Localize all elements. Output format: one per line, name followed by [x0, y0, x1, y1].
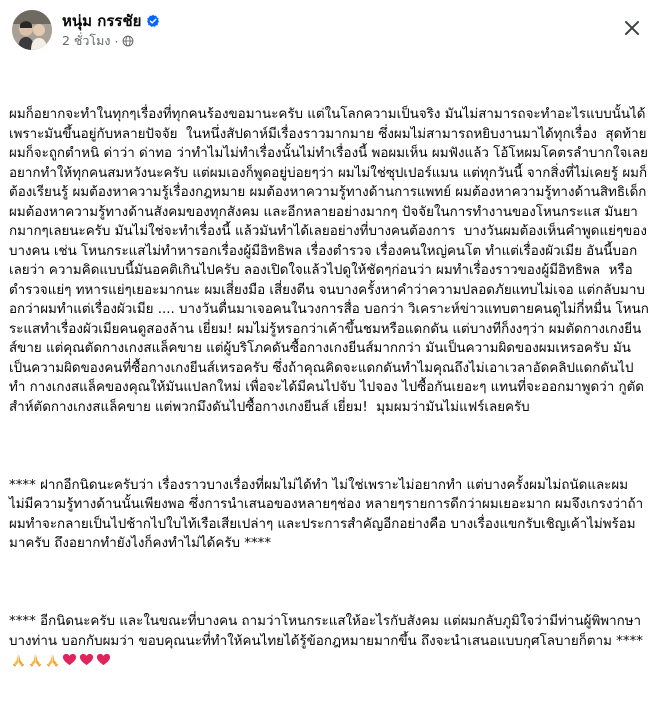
pray-icon: [45, 652, 60, 667]
red-heart-icon: [62, 652, 77, 667]
post-paragraph: ผมก็อยากจะทำในทุกๆเรื่องที่ทุกคนร้องขอมานะครับ แต่ในโลกความเป็นจริง มันไม่สามารถจะทำอะไรแบบนั้นได้ เพราะมันขึ้นอยู่กับหลายปัจจัย ในหนึ่งสัปดาห์มีเรื่องราวมากมาย ซึ่งผมไม่สามารถหยิบงานมาได้ทุกเรื่อง สุดท้ายผมก็จะถูกตำหนิ ด่าว่า ด่าทอ ว่าทำไมไม่ทำเรื่องนั้นไม่ทำเรื่องนี้ พอผมเห็น ผมฟังแล้ว โอ้โหผมโคตรลำบากใจเลย อยากทำให้ทุกคนสมหวังนะครับ แต่ผมเองก็พูดอยู่บ่อยๆว่า ผมไม่ใช่ซุปเปอร์แมน แต่ทุกวันนี้ จากสิ่งที่ไม่เคยรู้ ผมก็ต้องเรียนรู้ ผมต้องหาความรู้เรื่องกฎหมาย ผมต้องหาความรู้ทางด้านการแพทย์ ผมต้องหาความรู้ทางด้านสิทธิเด็ก ผมต้องหาความรู้ทางด้านสังคมของทุกสังคม และอีกหลายอย่างมากๆ ปัจจัยในการทำงานของโหนกระแส มันยากมากๆเลยนะครับ มันไม่ใช่จะทำเรื่องนี้ แล้วมันทำได้เลยอย่างที่บางคนต้องการ บางวันผมต้องเห็นคำพูดแย่ๆของบางคน เช่น โหนกระแสไม่ทำหารอกเรื่องผู้มีอิทธิพล เรื่องตำรวจ เรื่องคนใหญ่คนโต ทำแต่เรื่องผัวเมีย อันนี้บอกเลยว่า ความคิดแบบนี้มันอคติเกินไปครับ ลองเปิดใจแล้วไปดูให้ชัดๆก่อนว่า ผมทำเรื่องราวของผู้มีอิทธิพล หรือตำรวจแย่ๆ ทหารแย่ๆเยอะมากนะ ผมเสี่ยงมือ เสี่ยงตีน จนบางครั้งหาคำว่าความปลอดภัยแทบไม่เจอ แต่กลับมาบอกว่าผมทำแต่เรื่องผัวเมีย .... บางวันตื่นมาเจอคนในวงการสื่อ บอกว่า วิเคราะห์ข่าวแทบตายคนดูไม่กี่หมื่น โหนกระแสทำเรื่องผัวเมียคนดูสองล้าน เยี่ยม! ผมไม่รู้หรอกว่าเค้าขึ้นชมหรือแดกดัน แต่บางทีก็งงๆว่า ผมตัดกางเกงยีนส์ขาย แต่คุณตัดกางเกงสแล็คขาย แต่ผู้บริโภคดันซื้อกางเกงยีนส์มากกว่า มันเป็นความผิดของผมเหรอครับ มันเป็นความผิดของคนที่ซื้อกางเกงยีนส์เหรอครับ ซึ่งถ้าคุณคิดจะแดกดันทำไมคุณถึงไม่เอาเวลาอัดคลิปแดกดันไปทำ กางเกงสแล็คของคุณให้มันแปลกใหม่ เพื่อจะได้มีคนไปจับ ไปจอง ไปซื้อกันเยอะๆ แทนที่จะออกมาพูดว่า กูตัดสำห์ตัดกางเกงสแล็คขาย แต่พวกมึงดันไปซื้อกางเกงยีนส์ เยี่ยม! มุมผมว่ามันไม่แฟร์เลยครับ: [9, 107, 653, 415]
red-heart-icon: [96, 652, 111, 667]
post-paragraph: **** ฝากอีกนิดนะครับว่า เรื่องราวบางเรื่องที่ผมไม่ได้ทำ ไม่ใช่เพราะไม่อยากทำ แต่บางครั้งผมไม่ถนัดและผมไม่มีความรู้ทางด้านนั้นเพียงพอ ซึ่งการนำเสนอของหลายๆช่อง หลายๆรายการดีกว่าผมเยอะมาก ผมจึงเกรงว่าถ้าผมทำจะกลายเป็นไปช้ากไปใบไท้เรือเสียเปล่าๆ และประการสำคัญอีกอย่างคือ บางเรื่องแขกรับเชิญเค้าไม่พร้อมมาครับ ถึงอยากทำยังไงก็คงทำไม่ได้ครับ ****: [9, 477, 644, 551]
post-header: [12, 10, 644, 54]
pray-icon: [28, 652, 43, 667]
pray-icon: [11, 652, 26, 667]
author-name[interactable]: หนุ่ม กรรชัย: [62, 12, 142, 30]
verified-badge-icon: [146, 14, 160, 28]
post-body: [9, 66, 653, 710]
close-button[interactable]: [620, 16, 644, 40]
author-block: [62, 11, 160, 50]
globe-icon: [122, 35, 134, 47]
post-paragraph-last: [9, 612, 649, 671]
red-heart-icon: [79, 652, 94, 667]
post-paragraph-text: **** อีกนิดนะครับ และในขณะที่บางคน ถามว่าโหนกระแสให้อะไรกับสังคม แต่ผมกลับภูมิใจว่ามีท่านผู้พิพากษาบางท่าน บอกกับผมว่า ขอบคุณนะที่ทำให้คนไทยได้รู้ข้อกฎหมายมากขึ้น ถึงจะนำเสนอแบบกุศโลบายก็ตาม ****: [9, 614, 643, 649]
post-time[interactable]: 2 ชั่วโมง: [62, 33, 111, 48]
author-row: [62, 11, 160, 31]
post-meta: [62, 32, 160, 50]
avatar-photo: [12, 10, 52, 50]
avatar[interactable]: [12, 10, 52, 50]
meta-separator: ·: [114, 33, 119, 49]
close-icon: [620, 16, 644, 40]
